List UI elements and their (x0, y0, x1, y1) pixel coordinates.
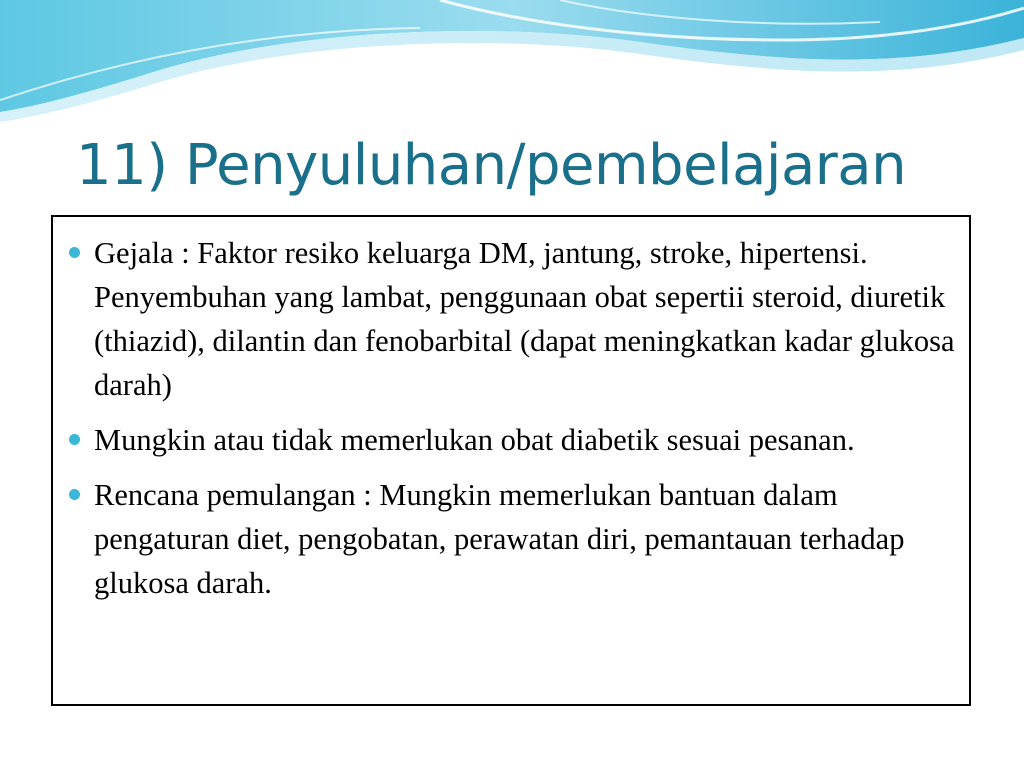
bullet-text: Gejala : Faktor resiko keluarga DM, jantung, stroke, hipertensi. Penyembuhan yang lambat, penggunaan obat sepertii steroid, diuretik (thiazid), dilantin dan fenobarbital (dapat meningkatkan kadar glukosa darah) (94, 236, 955, 402)
bullet-item (53, 231, 969, 407)
bullet-icon (69, 247, 80, 258)
bullet-list (53, 231, 969, 605)
bullet-icon (69, 434, 80, 445)
bullet-icon (69, 489, 80, 500)
bullet-text: Rencana pemulangan : Mungkin memerlukan bantuan dalam pengaturan diet, pengobatan, perawatan diri, pemantauan terhadap glukosa darah. (94, 478, 905, 600)
bullet-item (53, 473, 969, 605)
content-box (51, 215, 971, 706)
bullet-text: Mungkin atau tidak memerlukan obat diabetik sesuai pesanan. (94, 423, 855, 457)
bullet-item (53, 418, 969, 462)
wave-banner-icon (0, 0, 1024, 130)
slide-title: 11) Penyuluhan/pembelajaran (76, 133, 907, 198)
